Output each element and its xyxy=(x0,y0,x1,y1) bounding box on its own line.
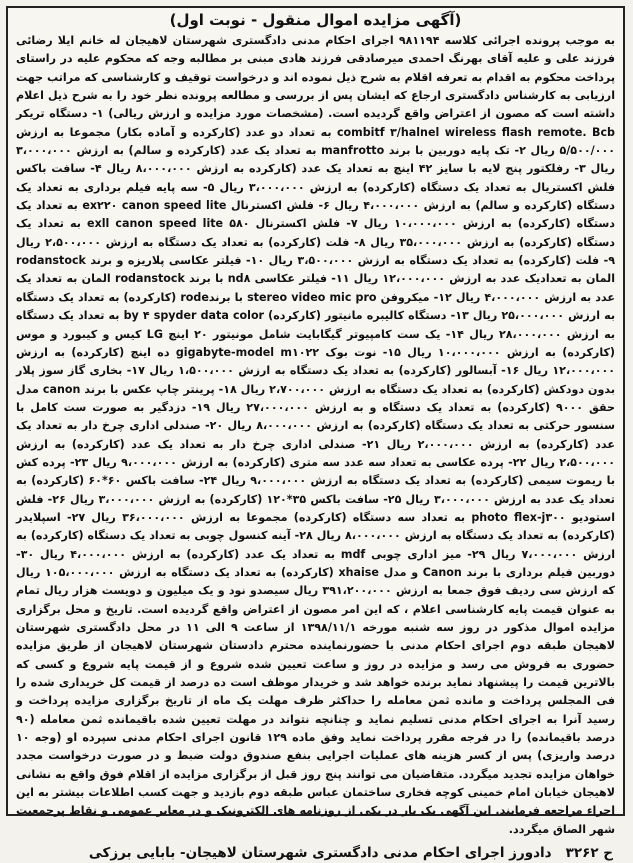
notice-body: به موجب پرونده اجرائی کلاسه ۹۸۱۱۹۴ اجرای احکام مدنی دادگستری شهرستان لاهیجان له خانم ایلا رضائی فرزند علی و علیه آقای بهرنگ احمدی میرصادقی فرزند هادی مبنی بر مطالبه وجه که محکوم علیه در راستای پرداخت محکوم به اقدام به تعرفه اقلام به شرح ذیل نموده اند و درخواست توقیف و کارشناسی که مراتب جهت ارزیابی به کارشناس دادگستری ارجاع که ایشان پس از بررسی و مطالعه پرونده نظر خود را به شرح ذیل اعلام داشته است که مصون از اعتراض واقع گردیده است. (مشخصات مورد مزایده و ارزش ریالی) ۱- دستگاه تریکر combitf ۳/halnel wireless flash remote. Bcb به تعداد دو عدد (کارکرده و آماده بکار) مجموعا به ارزش ۵/۵۰۰/۰۰۰ ریال ۲- تک پایه دوربین با برند manfrotto به تعداد یک عدد (کارکرده و سالم) به ارزش ۳،۰۰۰،۰۰۰ ریال ۳- رفلکتور پنج لایه با سایز ۴۲ اینچ به تعداد یک عدد (کارکرده به ارزش ۸،۰۰۰،۰۰۰ ریال ۴- سافت باکس فلش اکستریال به تعداد یک دستگاه (کارکرده) به ارزش ۳،۰۰۰،۰۰۰ ریال ۵- سه پایه فیلم برداری به تعداد یک دستگاه (کارکرده و سالم) به ارزش ۴،۰۰۰،۰۰۰ ریال ۶- فلش اکسترنال ex۲۲۰ canon speed lite به تعداد یک دستگاه (کارکرده) به ارزش ۱۰،۰۰۰،۰۰۰ ریال ۷- فلش اکسترنال ۵۸۰ exll canon speed lite به تعداد یک دستگاه (کارکرده) به ارزش ۳۵،۰۰۰،۰۰۰ ریال ۸- فلت (کارکرده) به تعداد یک دستگاه به ارزش ۲،۵۰۰،۰۰۰ ریال ۹- فلت (کارکرده) به تعداد یک دستگاه به ارزش ۳،۵۰۰،۰۰۰ ریال ۱۰- فیلتر عکاسی پلاریزه و برند rodanstock المان به تعدادیک عدد به ارزش ۱۲،۰۰۰،۰۰۰ ریال ۱۱- فیلتر عکاسی nd۸ با برند rodanstock المان به تعداد یک عدد به ارزش ۴،۰۰۰،۰۰۰ ریال ۱۲- میکروفن stereo video mic pro با برندrode (کارکرده) به تعداد یک دستگاه به ارزش ۲۵،۰۰۰،۰۰۰ ریال ۱۳- دستگاه کالیبره مانیتور (کارکرده) by ۴ spyder data color به تعداد یک دستگاه به ارزش ۲۸،۰۰۰،۰۰۰ ریال ۱۴- یک ست کامپیوتر گیگابایت شامل مونیتور ۲۰ اینچ LG کیس و کیبورد و موس (کارکرده) به ارزش ۱۰،۰۰۰،۰۰۰ ریال ۱۵- نوت بوک gigabyte-model m۱۰۲۲ ده اینچ (کارکرده) به ارزش ۱۲،۰۰۰،۰۰۰ ریال ۱۶- آبسالور (کارکرده) به تعداد یک دستگاه به ارزش ۱،۵۰۰،۰۰۰ ریال ۱۷- بخاری گاز سوز پلار بدون دودکش (کارکرده) به تعداد یک دستگاه به ارزش ۲،۷۰۰،۰۰۰ ریال ۱۸- پرینتر چاپ عکس با برند canon مدل حقق ۹۰۰۰ (کارکرده) به تعداد یک دستگاه و به ارزش ۲۷،۰۰۰،۰۰۰ ریال ۱۹- دزدگیر به صورت ست کامل با سنسور حرکتی به تعداد یک دستگاه (کارکرده) به ارزش ۸،۰۰۰،۰۰۰ ریال ۲۰- صندلی اداری چرخ دار به تعداد یک عدد (کارکرده) به ارزش ۲،۰۰۰،۰۰۰ ریال ۲۱- صندلی اداری چرخ دار به تعداد یک عدد (کارکرده) به ارزش ۲،۵۰۰،۰۰۰ ریال ۲۲- پرده عکاسی به تعداد سه عدد سه متری (کارکرده) به ارزش ۹،۰۰۰،۰۰۰ ریال ۲۳- پرده کش با ریموت سیمی (کارکرده) به تعداد یک دستگاه به ارزش ۹،۰۰۰،۰۰۰ ریال ۲۴- سافت باکس ۶۰*۶۰ (کارکرده) به تعداد یک عدد به ارزش ۳،۰۰۰،۰۰۰ ریال ۲۵- سافت باکس ۳۵*۱۲۰ (کارکرده) به ارزش ۳،۰۰۰،۰۰۰ ریال ۲۶- فلش استودیو photo flex-j۳۰۰ به تعداد سه دستگاه (کارکرده) مجموعا به ارزش ۳۶،۰۰۰،۰۰۰ ریال ۲۷- اسپلایدر (کارکرده) به تعداد یک دستگاه به ارزش ۸،۰۰۰،۰۰۰ ریال ۲۸- آینه کنسول چوبی به تعداد یک دستگاه (کارکرده) به ارزش ۷،۰۰۰،۰۰۰ ریال ۲۹- میز اداری چوبی mdf به تعداد یک عدد (کارکرده) به ارزش ۴،۰۰۰،۰۰۰ ریال ۳۰- دوربین فیلم برداری با برند Canon و مدل xhaise (کارکرده) به تعداد یک دستگاه به ارزش ۱۰۵،۰۰۰،۰۰۰ ریال که ارزش سی ردیف فوق جمعا به ارزش ۳۹۱،۲۰۰،۰۰۰ ریال سیصدو نود و یک میلیون و دویست هزار ریال تمام به عنوان قیمت پایه کارشناسی اعلام ، که این امر مصون از اعتراض واقع گردیده است. تاریخ و محل برگزاری مزایده اموال مذکور در روز سه شنبه مورخه ۱۳۹۸/۱۱/۱ از ساعت ۹ الی ۱۱ در محل دادگستری شهرستان لاهیجان طبقه دوم اجرای احکام مدنی با حضورنماینده محترم دادستان شهرستان لاهیجان از طریق مزایده حضوری به فروش می رسد و مزایده در روز و ساعت تعیین شده شروع و از قیمت پایه شروع و کسی که بالاترین قیمت را پیشنهاد نماید برنده خواهد شد و خریدار موظف است ده درصد از قیمت کل خریداری شده را فی المجلس پرداخت و مانده ثمن معامله را حداکثر ظرف مهلت یک ماه از تاریخ برگزاری مزایده پرداخت و رسید آنرا به اجرای احکام مدنی تسلیم نماید و چنانچه نتواند در مهلت تعیین شده باقیمانده ثمن معامله (۹۰ درصد باقیمانده) را در فرجه مقرر پرداخت نماید وفق ماده ۱۲۹ قانون اجرای احکام مدنی سپرده او (وجه ۱۰ درصد واریزی) پس از کسر هزینه های عملیات اجرایی بنفع صندوق دولت ضبط و در صورت درخواست مجدد خواهان مزایده تجدید میگردد. متقاضیان می توانند پنج روز قبل از برگزاری مزایده از اقلام فوق واقع به نشانی لاهیجان خیابان امام خمینی کوچه فخاری ساختمان عباس طبقه دوم بازدید و جهت کسب اطلاعات بیشتر به این اجراء مراجعه فرمایند. این آگهی یک بار در یکی از روزنامه های الکترونیک و در معابر عمومی و نقاط پرجمعیت شهر الصاق میگردد. xyxy=(16,34,616,836)
notice-title: (آگهی مزایده اموال منقول - نوبت اول) xyxy=(169,11,462,29)
footer-office: دادورز اجرای احکام مدنی دادگستری شهرستان لاهیجان- بابایی برزکی xyxy=(88,845,552,862)
footer-code: ح ۳۲۶۲ xyxy=(565,845,613,862)
notice-footer xyxy=(8,843,623,863)
auction-notice xyxy=(6,6,625,862)
